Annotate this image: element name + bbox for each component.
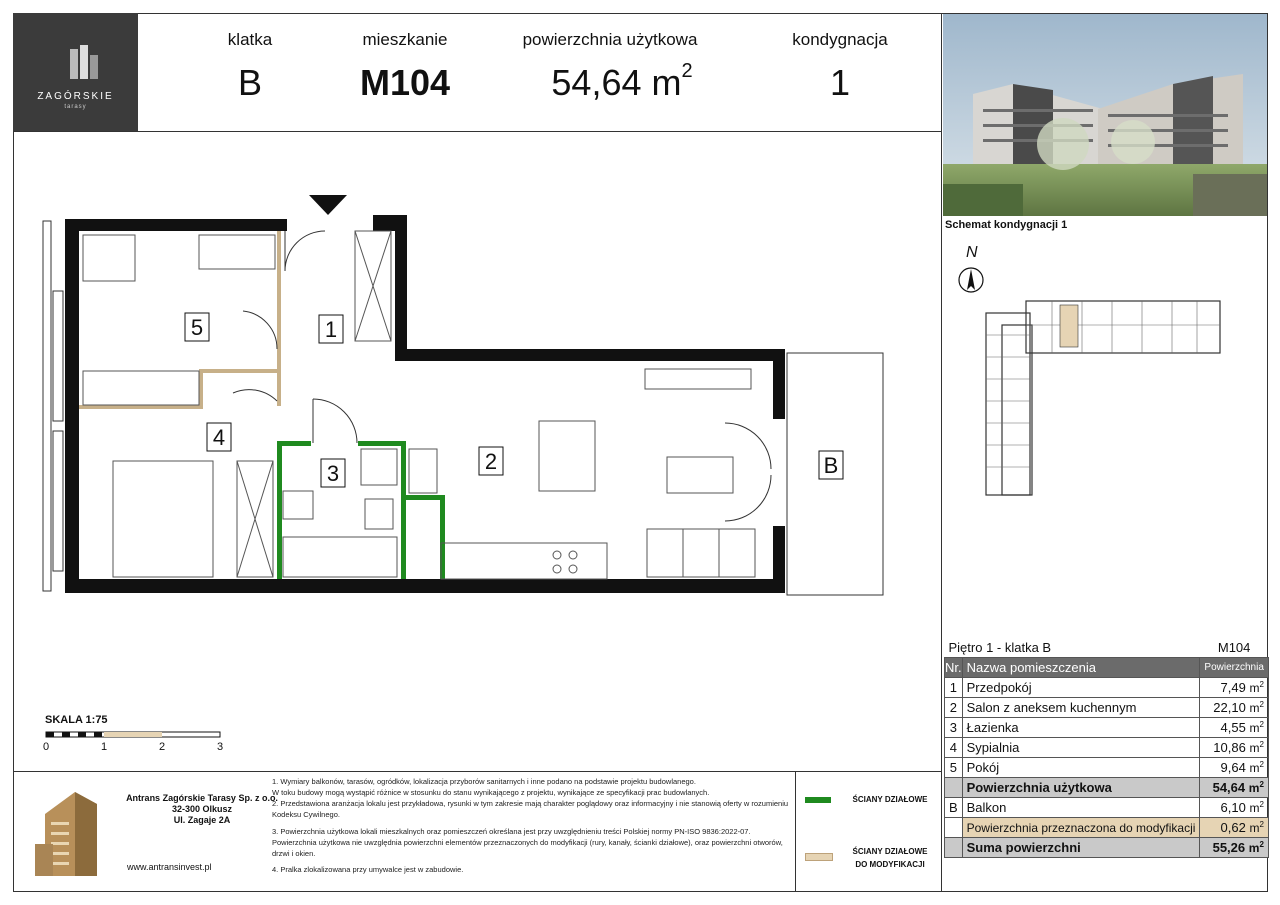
klatka-value: B	[237, 62, 263, 103]
balcony-area	[1200, 798, 1268, 818]
unit-label: m	[1249, 741, 1260, 755]
table-floor: Piętro 1 - klatka B	[945, 638, 1200, 658]
brand-name: ZAGÓRSKIE	[37, 91, 114, 102]
row-area	[1200, 738, 1268, 758]
row-unit: $m^2$	[1249, 720, 1264, 735]
row-name: Łazienka	[962, 718, 1200, 738]
scale-title: SKALA 1:75	[45, 714, 108, 726]
row-area-value: 10,86	[1213, 740, 1246, 755]
table-row	[945, 698, 1269, 718]
note-2: 2. Przedstawiona aranżacja lokalu jest przykładowa, rysunki w tym zakresie mają charakter poglądowy oraz informacyjny i nie stanowią oferty w rozumieniu Kodeksu Cywilnego.	[272, 799, 789, 819]
col-name: Nazwa pomieszczenia	[962, 658, 1200, 678]
legend-walls-label: ŚCIANY DZIAŁOWE	[852, 795, 928, 804]
row-nr: 4	[945, 738, 963, 758]
room-label-2: 2	[484, 449, 498, 474]
row-area-value: 22,10	[1213, 700, 1246, 715]
row-nr: 1	[945, 678, 963, 698]
area-unit-sup: 2	[681, 60, 693, 82]
modification-row	[945, 818, 1269, 838]
mieszkanie-label: mieszkanie	[362, 30, 448, 49]
room-label-b: B	[823, 453, 839, 478]
row-area-value: 9,64	[1220, 760, 1246, 775]
klatka-label: klatka	[227, 30, 273, 49]
area-label: powierzchnia użytkowa	[522, 30, 698, 49]
area-value	[551, 62, 692, 104]
scale-tick-2: 2	[158, 741, 166, 753]
scale-tick-1: 1	[100, 741, 108, 753]
legend-mod-swatch	[805, 853, 833, 861]
brand-logo	[13, 13, 138, 131]
legend-frame	[795, 771, 942, 892]
brand-sub: tarasy	[64, 104, 87, 110]
total-row	[945, 838, 1269, 858]
room-label-3: 3	[326, 461, 340, 486]
area-number: 54,64 m	[551, 62, 682, 103]
row-area	[1200, 678, 1268, 698]
company-name: Antrans Zagórskie Tarasy Sp. z o.o.	[126, 793, 278, 803]
row-area	[1200, 758, 1268, 778]
table-row	[945, 758, 1269, 778]
legend-wall-swatch	[805, 797, 831, 803]
unit-label: m	[1249, 701, 1260, 715]
unit-label: m	[1249, 721, 1260, 735]
scale-tick-3: 3	[216, 741, 224, 753]
total-value: 55,26	[1212, 840, 1246, 855]
building-logo-icon	[66, 43, 106, 83]
row-area-value: 7,49	[1220, 680, 1246, 695]
total-label: Suma powierzchni	[962, 838, 1200, 858]
unit-label: m	[1248, 781, 1260, 795]
legend-mod-label-2: DO MODYFIKACJI	[855, 860, 925, 869]
mod-label: Powierzchnia przeznaczona do modyfikacji	[962, 818, 1200, 838]
row-name: Sypialnia	[962, 738, 1200, 758]
table-row	[945, 678, 1269, 698]
usable-area	[1200, 778, 1268, 798]
balcony-nr: B	[945, 798, 963, 818]
row-area-value: 4,55	[1220, 720, 1246, 735]
row-unit: $m^2$	[1249, 740, 1264, 755]
room-label-4: 4	[212, 425, 226, 450]
unit-label: m	[1249, 761, 1260, 775]
note-1b: W toku budowy mogą wystąpić różnice w stosunku do stanu wynikającego z projektu, wynikające ze specyfikacji prac budowlanych.	[272, 788, 710, 797]
scale-bar	[40, 730, 230, 754]
company-street: Ul. Zagaje 2A	[173, 815, 231, 825]
usable-label: Powierzchnia użytkowa	[962, 778, 1200, 798]
row-name: Przedpokój	[962, 678, 1200, 698]
row-unit: $m^2$	[1249, 800, 1264, 815]
company-logo-icon	[25, 784, 117, 884]
row-unit: $m^2$	[1248, 780, 1264, 795]
company-website[interactable]: www.antransinvest.pl	[127, 862, 212, 872]
compass-icon	[957, 266, 985, 294]
mod-area	[1200, 818, 1268, 838]
unit-label: m	[1248, 841, 1260, 855]
note-4: 4. Pralka zlokalizowana przy umywalce jest w zabudowie.	[272, 865, 464, 874]
balcony-label: Balkon	[962, 798, 1200, 818]
usable-area-row	[945, 778, 1269, 798]
note-1: 1. Wymiary balkonów, tarasów, ogródków, lokalizacja przyborów sanitarnych i inne podano na podstawie projektu budowlanego.	[272, 777, 696, 786]
table-apartment: M104	[1200, 638, 1268, 658]
note-3: 3. Powierzchnia użytkowa lokali mieszkalnych oraz pomieszczeń określana jest przy uwzględnieniu treści Polskiej normy PN-ISO 9836:2022-07. Powierzchnia użytkowa nie uwzględnia powierzchni elementów przeznaczonych do modyfikacji (rury, kanały, ścianki działowe), oraz powierzchni otworów, drzwi i okien.	[272, 827, 783, 858]
unit-label: m	[1249, 801, 1260, 815]
floor-schema-diagram	[982, 295, 1222, 500]
unit-label: m	[1249, 681, 1260, 695]
kondygnacja-value: 1	[829, 62, 851, 103]
scale-tick-0: 0	[42, 741, 50, 753]
row-nr: 2	[945, 698, 963, 718]
legend-mod-label-1: ŚCIANY DZIAŁOWE	[852, 847, 928, 856]
row-name: Salon z aneksem kuchennym	[962, 698, 1200, 718]
row-area	[1200, 718, 1268, 738]
building-photo	[943, 14, 1267, 216]
row-nr: 3	[945, 718, 963, 738]
total-area	[1200, 838, 1268, 858]
balcony-value: 6,10	[1220, 800, 1246, 815]
kondygnacja-label: kondygnacja	[792, 30, 888, 49]
mieszkanie-value: M104	[359, 62, 451, 103]
row-nr: 5	[945, 758, 963, 778]
table-row	[945, 718, 1269, 738]
row-unit: $m^2$	[1249, 680, 1264, 695]
row-name: Pokój	[962, 758, 1200, 778]
table-row	[945, 738, 1269, 758]
room-area-table	[944, 638, 1269, 858]
row-area	[1200, 698, 1268, 718]
apartment-floor-plan	[13, 131, 942, 771]
col-area: Powierzchnia	[1200, 658, 1268, 678]
company-info	[117, 793, 287, 826]
room-label-5: 5	[190, 315, 204, 340]
balcony-row	[945, 798, 1269, 818]
schema-title: Schemat kondygnacji 1	[945, 219, 1068, 231]
north-label: N	[966, 244, 978, 261]
mod-value: 0,62	[1220, 820, 1246, 835]
usable-value: 54,64	[1212, 780, 1246, 795]
col-nr: Nr.	[945, 658, 963, 678]
company-city: 32-300 Olkusz	[171, 804, 233, 814]
unit-label: m	[1249, 821, 1260, 835]
row-unit: $m^2$	[1248, 840, 1264, 855]
row-unit: $m^2$	[1249, 760, 1264, 775]
row-unit: $m^2$	[1249, 700, 1264, 715]
room-label-1: 1	[324, 317, 338, 342]
row-unit: $m^2$	[1249, 820, 1264, 835]
